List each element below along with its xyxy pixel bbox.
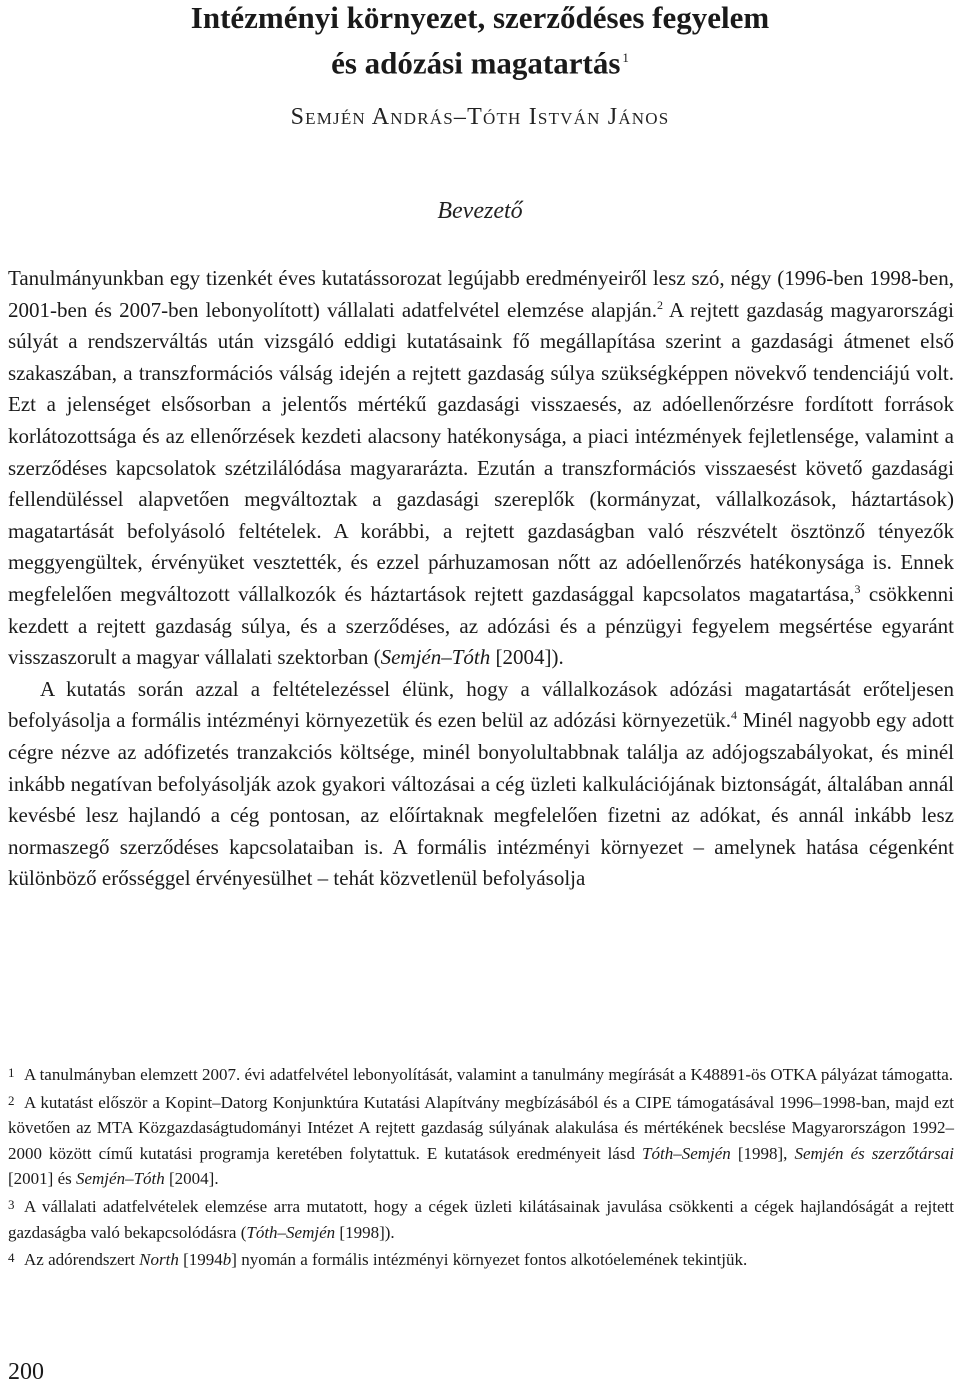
page-number: 200 <box>8 1359 44 1385</box>
footnote-text: A kutatást először a Kopint–Datorg Konjunktúra Kutatási Alapítvány megbízásából és a CIPE támogatásával 1996–1998-ban, majd ezt követően az MTA Közgazdaságtudományi Intézet A rejtett gazdaság súlyának alakulása és mértékének becslése Magyarországon 1992–2000 között című kutatási programja keretében folytattuk. E kutatások eredményeit lásd <box>8 1092 954 1163</box>
footnote-text: Az adórendszert <box>24 1250 140 1270</box>
footnote-1 <box>8 1060 954 1088</box>
paragraph-2-text-2: Minél nagyobb egy adott cégre nézve az adófizetés tranzakciós költsége, minél bonyolultabbnak találja az adójogszabályokat, és minél inkább negatívan befolyásolják azok gyakori változásai a cég üzleti kalkulációjának biztonságát, általában annál kevésbé lesz hajlandó a cég pontosan, az előírtaknak megfelelően fizetni az adókat, és annál inkább lesz normaszegő szerződéses kapcsolataiban is. A formális intézményi környezet – amelynek hatása cégenként különböző erősséggel érvényesülhet – tehát közvetlenül befolyásolja <box>8 708 955 891</box>
footnote-text: [2001] és <box>8 1169 76 1189</box>
footnote-3 <box>8 1192 954 1245</box>
title-line-1 <box>0 0 960 36</box>
footnote-text: [1998]). <box>335 1222 395 1242</box>
citation: Semjén–Tóth <box>75 1169 165 1189</box>
footnote-number: 2 <box>8 1092 15 1108</box>
footnote-text: A tanulmányban elemzett 2007. évi adatfelvétel lebonyolítását, valamint a tanulmány megírását a K48891-ös OTKA pályázat támogatta. <box>24 1065 954 1084</box>
section-heading: Bevezető <box>437 198 523 224</box>
footnote-text: [2004]. <box>164 1169 219 1189</box>
footnote-4 <box>8 1245 954 1273</box>
footnote-text: [1998], <box>730 1143 795 1163</box>
footnote-number: 3 <box>8 1196 15 1212</box>
citation: Semjén–Tóth <box>380 645 491 670</box>
footnote-text: [1994 <box>178 1250 223 1270</box>
citation: Semjén és szerzőtársai <box>794 1143 954 1163</box>
paragraph-1-text-3: csökkenni kezdett a rejtett gazdaság súlya, és a szerződéses, az adózási és a pénzügyi fegyelem megsértése egyaránt visszaszorult a magyar vállalati szektorban ( <box>8 581 954 670</box>
footnote-ref-3[interactable]: 3 <box>854 581 861 596</box>
paragraph-1 <box>8 263 954 674</box>
footnotes <box>8 1060 954 1273</box>
citation: North <box>139 1250 179 1270</box>
paragraph-1-text-1: Tanulmányunkban egy tizenkét éves kutatássorozat legújabb eredményeiről lesz szó, négy (1996-ben 1998-ben, 2001-ben és 2007-ben lebonyolított) vállalati adatfelvétel elemzése alapján. <box>8 266 954 322</box>
footnote-text: A vállalati adatfelvételek elemzése arra mutatott, hogy a cégek üzleti kilátásainak javulása csökkenti a cégek hajlandóságát a rejtett gazdaságba való bekapcsolódásra ( <box>8 1196 954 1242</box>
footnote-ref-4[interactable]: 4 <box>731 708 738 723</box>
citation: Tóth–Semjén <box>642 1143 731 1163</box>
title-footnote-ref[interactable]: 1 <box>622 50 629 65</box>
paragraph-1-text-4: [2004]). <box>490 645 564 670</box>
body-text <box>8 263 954 895</box>
paragraph-2-text-1: A kutatás során azzal a feltételezéssel élünk, hogy a vállalkozások adózási magatartását erőteljesen befolyásolja a formális intézményi környezetük és ezen belül az adózási környezetük. <box>8 676 954 733</box>
footnote-ref-2[interactable]: 2 <box>656 297 663 312</box>
footnote-2 <box>8 1088 954 1192</box>
paragraph-1-text-2: A rejtett gazdaság magyarországi súlyát a rendszerváltás után vizsgáló eddigi kutatásaink fő megállapítása szerint a gazdasági átmenet első szakaszában, a transzformációs válság idején a rejtett gazdaság súlya szükségképpen növekvő tendenciájú volt. Ezt a jelenséget elsősorban a jelentős mértékű gazdasági visszaesés, az adóellenőrzésre fordított források korlátozottsága és az ellenőrzések kezdeti alacsony hatékonysága, a piaci intézmények fejletlensége, valamint a szerződéses kapcsolatok szétzilálódása magyararázta. Ezután a transzformációs visszaesést követő gazdasági fellendüléssel alapvetően megváltoztak a gazdasági szereplők (kormányzat, vállalkozások, háztartások) magatartását befolyásoló feltételek. A korábbi, a rejtett gazdaságban való részvételt ösztönző tényezők meggyengültek, érvényüket vesztették, és ezzel párhuzamosan nőtt az adóellenőrzés hatékonysága is. Ennek megfelelően megváltozott vállalkozók és háztartások rejtett gazdasággal kapcsolatos magatartása, <box>8 297 954 606</box>
footnote-number: 4 <box>8 1250 15 1266</box>
citation: b <box>222 1250 232 1270</box>
paragraph-2 <box>8 674 954 895</box>
authors: Semjén András–Tóth István János <box>290 104 670 130</box>
footnote-text: ] nyomán a formális intézményi környezet fontos alkotóelemének tekintjük. <box>231 1250 748 1270</box>
footnote-number: 1 <box>8 1065 15 1080</box>
citation: Tóth–Semjén <box>246 1222 336 1242</box>
title-line-2-text: és adózási magatartás <box>331 45 621 81</box>
title-line-1-text: Intézményi környezet, szerződéses fegyelem <box>190 0 770 35</box>
title-line-2 <box>0 40 960 81</box>
